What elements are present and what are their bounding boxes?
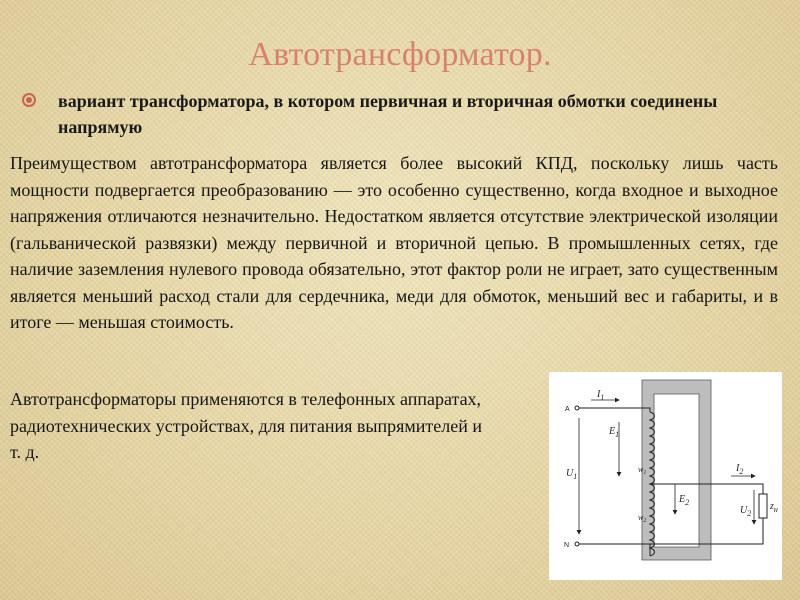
autotransformer-diagram [549,372,782,580]
advantages-paragraph: Преимуществом автотрансформатора является более высокий КПД, поскольку лишь часть мощности подвергается преобразованию — это особенно существенно, когда входное и выходное напряжения отличаются незначительно. Недостатком является отсутствие электрической изоляции (гальванической развязки) между первичной и вторичной цепью. В промышленных сетях, где наличие заземления нулевого провода обязательно, этот фактор роли не играет, зато существенным является меньший расход стали для сердечника, меди для обмоток, меньший вес и габариты, и в итоге — меньшая стоимость. [10,153,778,332]
current-2-label: $I_2$ [736,463,744,476]
applications-paragraph: Автотрансформаторы применяются в телефонных аппаратах, радиотехнических устройствах, для питания выпрямителей и т. д. [10,389,483,462]
turns-2-label: $w_2$ [638,513,647,524]
emf-1-label: $E_1$ [609,426,620,439]
circuit-arrows [579,400,755,534]
bullet-icon [22,93,36,107]
slide-title: Автотрансформатор. [248,36,552,73]
definition-text: вариант трансформатора, в котором первичная и вторичная обмотки соединены напрямую [58,91,718,137]
voltage-2-label: $U_2$ [740,505,752,518]
emf-2-label: $E_2$ [679,494,690,507]
current-1-label: $I_1$ [597,389,605,402]
load-label: $z_н$ [770,501,778,514]
terminal-n-node [575,542,579,546]
terminal-a-label: A [565,406,570,413]
circuit-svg [549,372,782,580]
voltage-1-label: $U_1$ [566,468,578,481]
terminal-a-node [575,406,579,410]
terminal-n-label: N [564,542,570,549]
turns-1-label: $w_1$ [638,465,647,476]
circuit-wires [577,408,767,556]
